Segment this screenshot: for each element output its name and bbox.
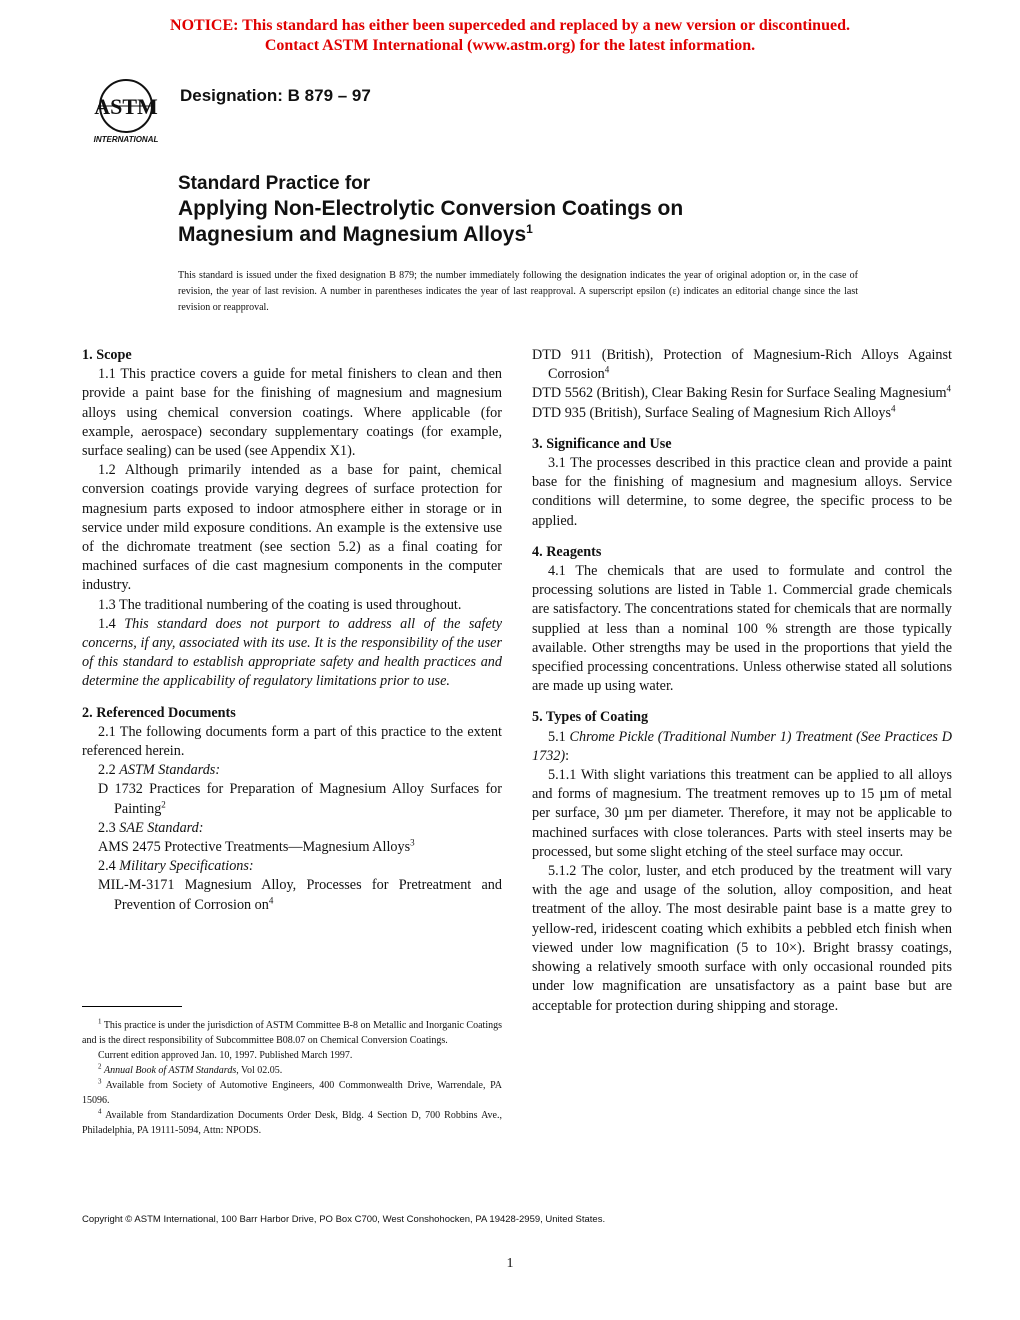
title-prefix: Standard Practice for — [178, 173, 371, 194]
footnote-1b: Current edition approved Jan. 10, 1997. Published March 1997. — [98, 1050, 353, 1061]
ref-dtd935-text: DTD 935 (British), Surface Sealing of Magnesium Rich Alloys — [532, 404, 891, 421]
ref-dtd911-fn: 4 — [604, 364, 610, 375]
ref-dtd935-fn: 4 — [890, 402, 896, 413]
ref-dtd935 — [532, 404, 952, 423]
ref-mil-m-3171 — [82, 876, 502, 914]
footnote-4-marker: 4 — [98, 1107, 102, 1116]
notice-line-1: NOTICE: This standard has either been superceded and replaced by a new version or discontinued. — [170, 17, 850, 34]
logo-subtext: INTERNATIONAL — [93, 135, 159, 144]
ref-ams2475 — [82, 838, 502, 857]
ref-d1732-fn: 2 — [161, 798, 166, 809]
page-number: 1 — [506, 1256, 514, 1271]
left-column — [82, 346, 502, 915]
designation: Designation: B 879 – 97 — [180, 86, 371, 105]
issuance-statement: This standard is issued under the fixed designation B 879; the number immediately following the designation indicates the year of original adoption or, in the case of revision, the year of last revision. A number in parentheses indicates the year of last reapproval. A superscript epsilon (ε) indicates an editorial change since the last revision or reapproval. — [178, 270, 858, 313]
para-5-1-1: 5.1.1 With slight variations this treatment can be applied to all alloys and forms of magnesium. The treatment removes up to 15 µm of metal per surface, 30 µm per diameter. Therefore, it may not be applicable to machined surfaces with close tolerances. Parts with steel inserts may be processed, but some slight etching of the steel surface may occur. — [532, 767, 952, 860]
footnote-3-text: Available from Society of Automotive Engineers, 400 Commonwealth Drive, Warrendale, PA 15096. — [82, 1080, 503, 1106]
section-1-heading: 1. Scope — [82, 347, 132, 363]
para-1-2: 1.2 Although primarily intended as a base for paint, chemical conversion coatings provide varying degrees of surface protection for magnesium parts exposed to indoor atmosphere either in storage or in service under mild exposure conditions. An example is the extensive use of the dichromate treatment (see section 5.2) as a final coating for machined surfaces of die cast magnesium components in the computer industry. — [82, 462, 502, 594]
superseded-notice — [0, 16, 1020, 56]
footnote-1-text: This practice is under the jurisdiction of ASTM Committee B-8 on Metallic and Inorganic Coatings and is the direct responsibility of Subcommittee B08.07 on Chemical Conversion Coatings. — [82, 1020, 502, 1046]
footnote-3 — [82, 1078, 502, 1108]
military-specs-label: Military Specifications: — [119, 858, 254, 875]
ref-dtd911-text: DTD 911 (British), Protection of Magnesium-Rich Alloys Against Corrosion — [532, 347, 952, 383]
para-1-3: 1.3 The traditional numbering of the coating is used throughout. — [98, 596, 462, 613]
ref-dtd5562 — [532, 384, 952, 403]
para-5-1-2: 5.1.2 The color, luster, and etch produced by the treatment will vary with the age and usage of the solution, alloy composition, and heat treatment of the alloy. The most desirable paint base is a matte grey to yellow-red, iridescent coating which exhibits a pebbled etch finish when viewed under low magnification (5 to 10×). Bright brassy coatings, showing a relatively smooth surface with only occasional rounded pits under low magnification are unsatisfactory as a paint base but are acceptable for protection during shipping and storage. — [532, 863, 952, 1014]
footnote-2-marker: 2 — [98, 1062, 102, 1071]
para-5-1 — [532, 728, 952, 766]
sae-standard-label: SAE Standard: — [119, 819, 204, 836]
para-5-1-title: Chrome Pickle (Traditional Number 1) Treatment (See Practices D 1732) — [532, 728, 953, 764]
ref-dtd5562-fn: 4 — [946, 383, 952, 394]
footnote-2-title: Annual Book of ASTM Standards — [104, 1065, 237, 1076]
title-line-2 — [178, 222, 878, 248]
section-3-heading: 3. Significance and Use — [532, 435, 672, 452]
para-2-2 — [82, 761, 502, 780]
para-2-3-number: 2.3 — [98, 819, 120, 836]
ref-dtd5562-text: DTD 5562 (British), Clear Baking Resin for Surface Sealing Magnesium — [532, 385, 947, 402]
ref-d1732-text: D 1732 Practices for Preparation of Magnesium Alloy Surfaces for Painting — [98, 781, 502, 817]
section-4-heading: 4. Reagents — [532, 543, 602, 560]
para-2-1: 2.1 The following documents form a part of this practice to the extent referenced herein. — [82, 723, 502, 760]
footnotes — [82, 1018, 502, 1138]
title-footnote-ref: 1 — [526, 222, 533, 236]
title-line-2-text: Magnesium and Magnesium Alloys — [178, 223, 527, 246]
notice-line-2: Contact ASTM International (www.astm.org) for the latest information. — [264, 37, 756, 54]
copyright-line: Copyright © ASTM International, 100 Barr Harbor Drive, PO Box C700, West Conshohocken, PA 19428-2959, United States. — [82, 1214, 606, 1225]
para-5-1-colon: : — [565, 747, 570, 764]
para-1-4 — [82, 615, 502, 692]
astm-standards-label: ASTM Standards: — [119, 762, 221, 779]
para-1-1: 1.1 This practice covers a guide for metal finishers to clean and then provide a paint base for the finishing of magnesium and magnesium alloys using chemical conversion coatings. Where applicable (for example, aerospace) secondary supplementary coatings (for example, surface sealing) can be used (see Appendix X1). — [82, 366, 502, 460]
footnote-2-text: , Vol 02.05. — [236, 1065, 283, 1076]
logo-text: ASTM — [94, 94, 158, 119]
footnote-4-text: Available from Standardization Documents Order Desk, Bldg. 4 Section D, 700 Robbins Ave., Philadelphia, PA 19111-5094, Attn: NPODS. — [82, 1110, 502, 1136]
para-1-4-number: 1.4 — [98, 615, 125, 632]
ref-mil-m-3171-text: MIL-M-3171 Magnesium Alloy, Processes for Pretreatment and Prevention of Corrosion on — [98, 877, 502, 913]
para-2-4-number: 2.4 — [98, 858, 120, 875]
para-2-3 — [82, 819, 502, 838]
para-1-4-text: This standard does not purport to address all of the safety concerns, if any, associated with its use. It is the responsibility of the user of this standard to establish appropriate safety and health practices and determine the applicability of regulatory limitations prior to use. — [82, 615, 502, 690]
section-2-heading: 2. Referenced Documents — [82, 704, 236, 721]
para-4-1: 4.1 The chemicals that are used to formulate and control the processing solutions are listed in Table 1. Commercial grade chemicals are satisfactory. The concentrations stated for chemicals that are normally supplied at less than a nominal 100 % strength are those typically available. Other strengths may be used in the proportions that yield the specified processing concentrations. Unless otherwise stated all solutions are made up using water. — [532, 563, 952, 695]
title-line-1: Applying Non-Electrolytic Conversion Coatings on — [178, 197, 684, 220]
ref-ams2475-fn: 3 — [410, 837, 415, 848]
footnote-1-marker: 1 — [98, 1017, 102, 1026]
para-2-4 — [82, 857, 502, 876]
document-title — [178, 172, 878, 248]
ref-dtd911 — [532, 346, 952, 384]
section-5-heading: 5. Types of Coating — [532, 709, 649, 726]
footnote-1 — [82, 1018, 502, 1048]
ref-ams2475-text: AMS 2475 Protective Treatments—Magnesium Alloys — [98, 839, 411, 856]
right-column — [532, 346, 952, 1016]
astm-logo — [84, 76, 168, 146]
footnote-2 — [82, 1063, 502, 1078]
ref-d1732 — [82, 780, 502, 818]
para-3-1: 3.1 The processes described in this practice clean and provide a paint base for the finishing of magnesium and magnesium alloys. Service conditions will determine, to some degree, the specific process to be applied. — [532, 455, 952, 529]
footnote-rule — [82, 1006, 182, 1007]
footnote-3-marker: 3 — [98, 1077, 102, 1086]
para-2-2-number: 2.2 — [98, 762, 120, 779]
footnote-4 — [82, 1108, 502, 1138]
ref-mil-m-3171-fn: 4 — [268, 894, 274, 905]
para-5-1-number: 5.1 — [548, 728, 570, 745]
